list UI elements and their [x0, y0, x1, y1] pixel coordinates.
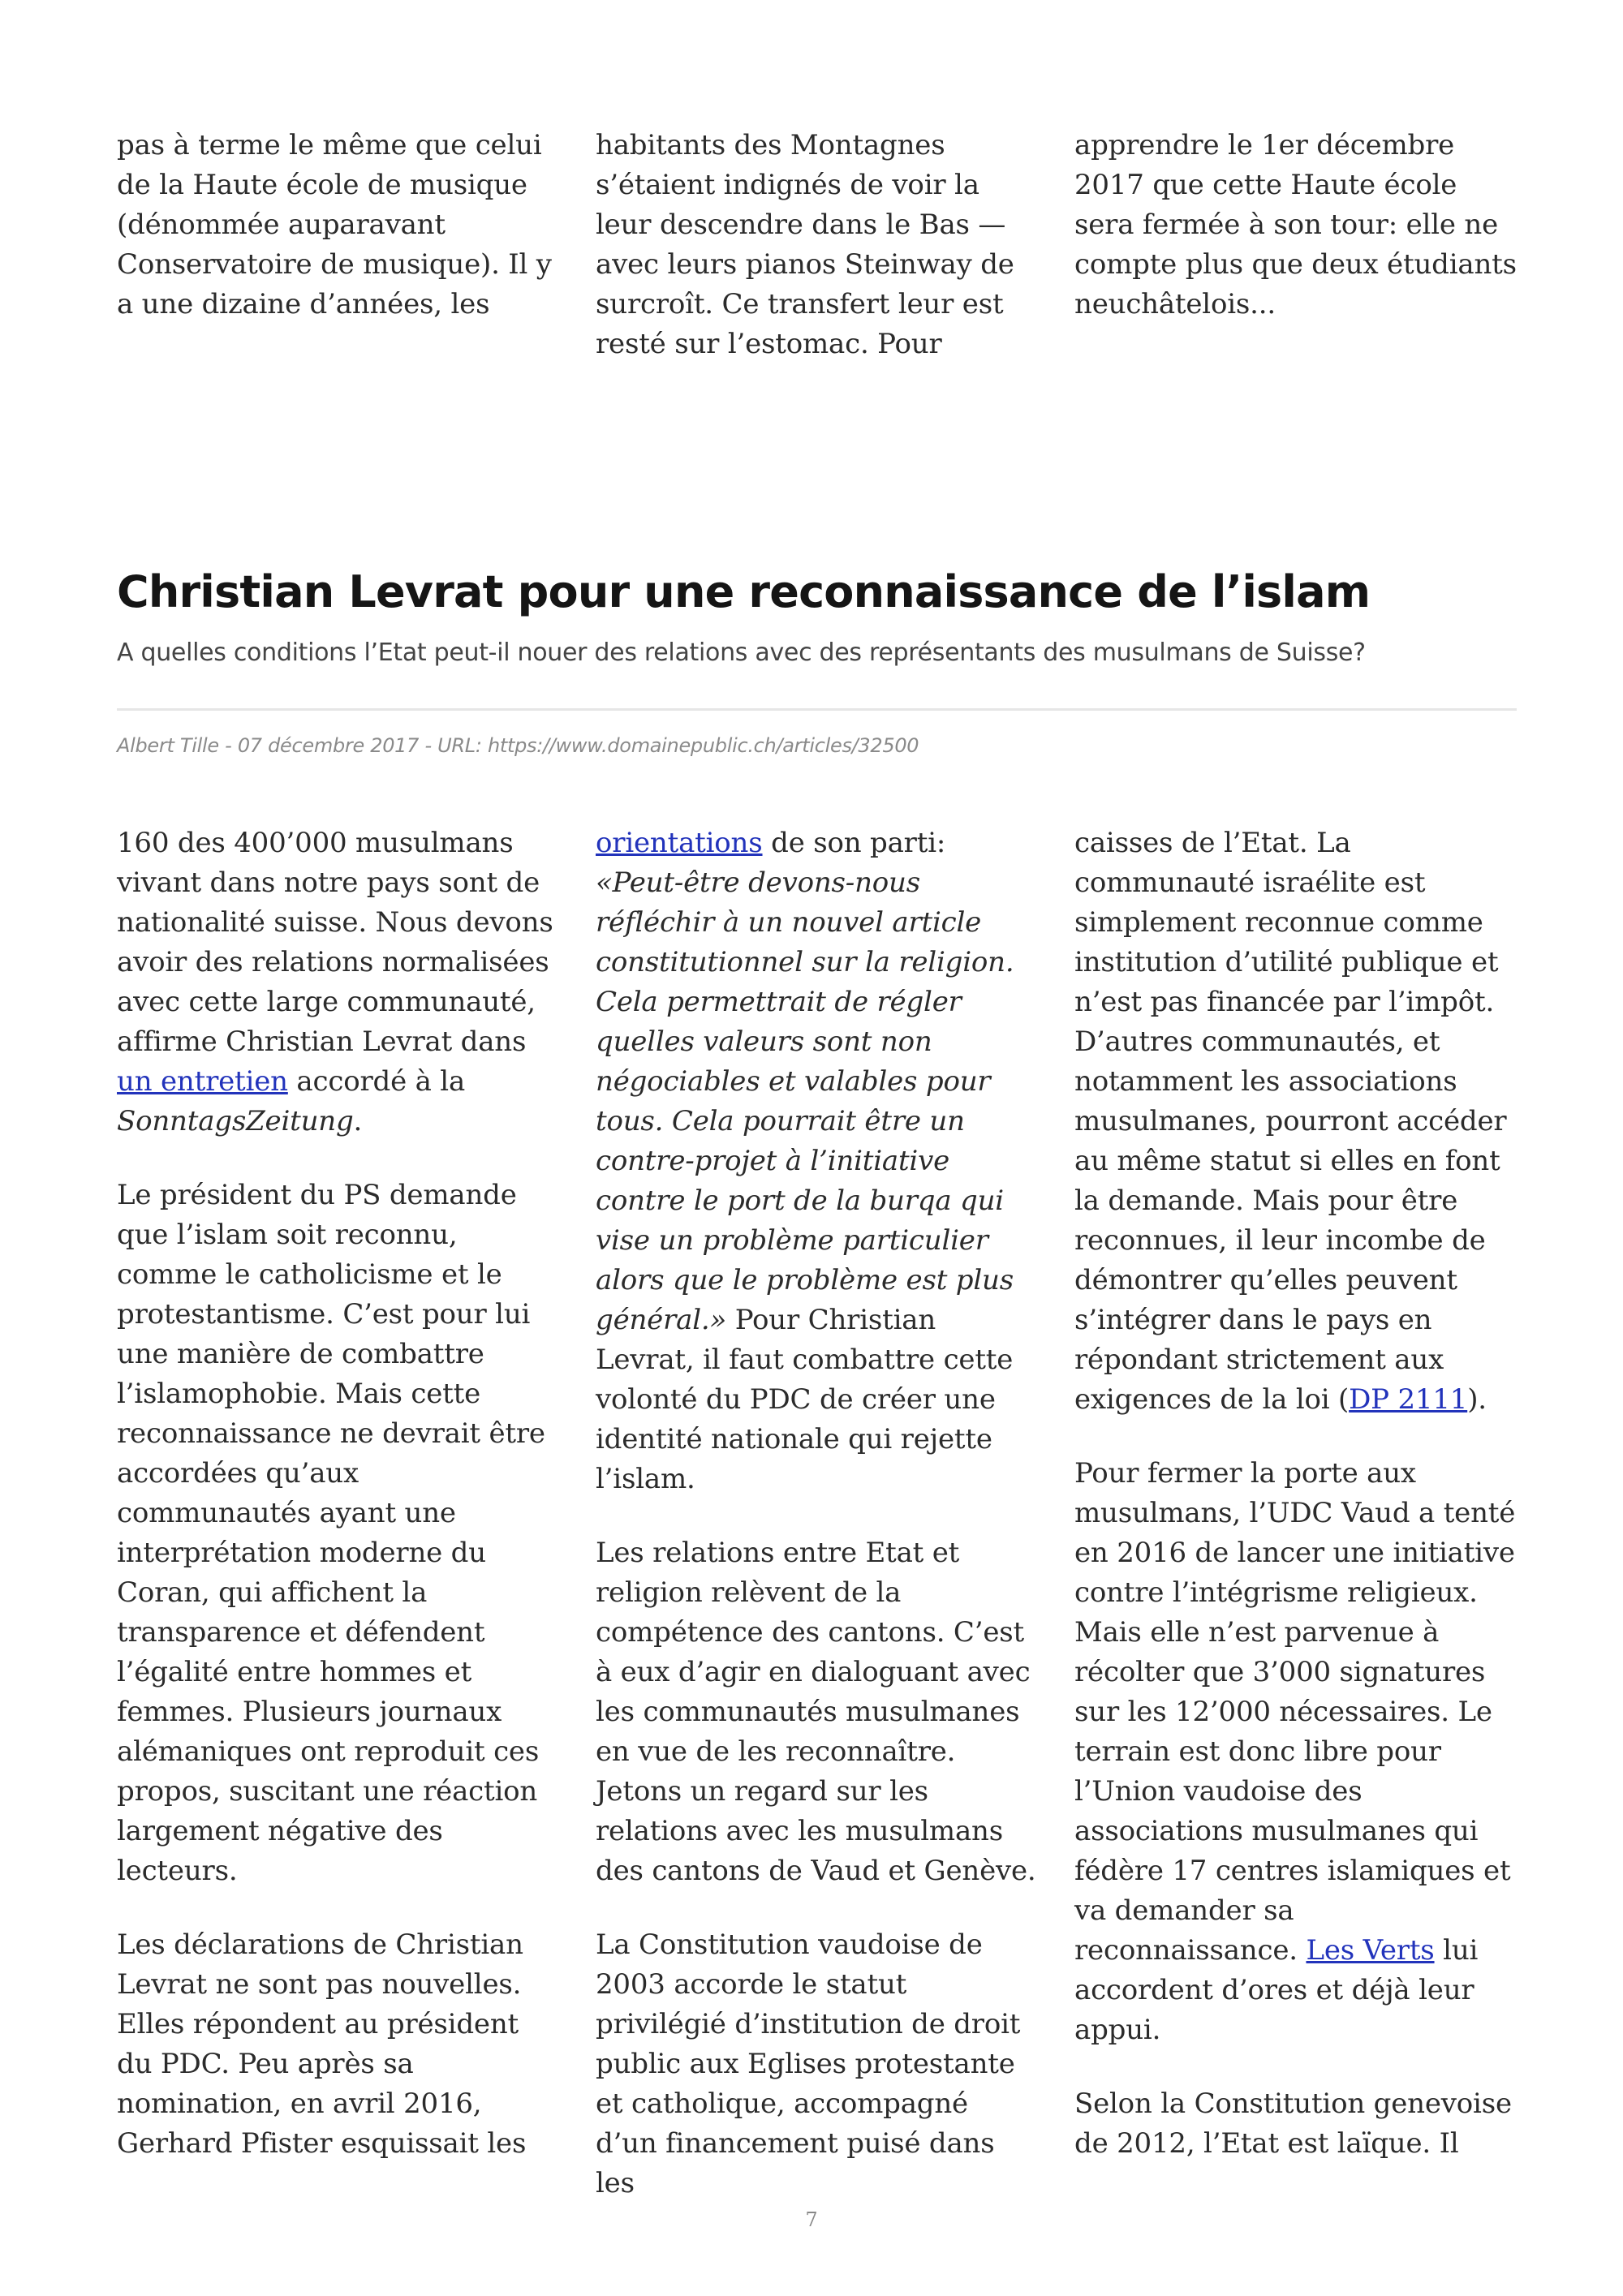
previous-article-continuation — [117, 126, 1517, 369]
column-3 — [1074, 126, 1517, 359]
link-un-entretien[interactable]: un entretien — [117, 1065, 288, 1098]
text: lui accordent d’ores et déjà leur appui. — [1074, 1934, 1479, 2046]
text: de son parti: — [762, 827, 946, 859]
link-orientations[interactable]: orientations — [596, 827, 763, 859]
article-body — [117, 823, 1517, 2199]
text: caisses de l’Etat. La communauté israélite est simplement reconnue comme institution d’utilité publique et n’est pas financée par l’impôt. D’autres communautés, et notamment les associations musulmanes, pourront accéder au même statut si elles en font la demande. Mais pour être reconnues, il leur incombe de démontrer qu’elles peuvent s’intégrer dans le pays en répondant strictement aux exigences de la loi ( — [1074, 827, 1507, 1416]
text: Pour fermer la porte aux musulmans, l’UDC Vaud a tenté en 2016 de lancer une initiative contre l’intégrisme religieux. Mais elle n’est parvenue à récolter que 3’000 signatures sur les 12’000 nécessaires. Le terrain est donc libre pour l’Union vaudoise des associations musulmanes qui fédère 17 centres islamiques et va demander sa reconnaissance. — [1074, 1457, 1516, 1967]
paragraph — [117, 823, 559, 1142]
paragraph: La Constitution vaudoise de 2003 accorde le statut privilégié d’institution de droit public aux Eglises protestante et catholique, accompagné d’un financement puisé dans les — [596, 1928, 1021, 2199]
article-title: Christian Levrat pour une reconnaissance de l’islam — [117, 566, 1371, 617]
text: Pour Christian Levrat, il faut combattre cette volonté du PDC de créer une identité nationale qui rejette l’islam. — [596, 1304, 1014, 1495]
paragraph: pas à terme le même que celui de la Haute école de musique (dénommée auparavant Conservatoire de musique). Il y a une dizaine d’années, les — [117, 129, 552, 320]
quote: «Peut-être devons-nous réfléchir à un nouvel article constitutionnel sur la religion. Cela permettrait de régler quelles valeurs sont non négociables et valables pour tous. Cela pourrait être un contre-projet à l’initiative contre le port de la burqa qui vise un problème particulier alors que le problème est plus général.» — [596, 866, 1014, 1336]
text: 160 des 400’000 musulmans vivant dans notre pays sont de nationalité suisse. Nous devons avoir des relations normalisées avec cette large communauté, affirme Christian Levrat dans — [117, 827, 553, 1058]
paragraph — [1074, 1454, 1517, 2050]
article-subtitle: A quelles conditions l’Etat peut-il nouer des relations avec des représentants des musulmans de Suisse? — [117, 638, 1366, 667]
text: . — [353, 1105, 363, 1137]
column-1 — [117, 126, 559, 359]
link-dp-2111[interactable]: DP 2111 — [1349, 1383, 1468, 1416]
paragraph — [1074, 823, 1517, 1420]
column-1 — [117, 823, 559, 2198]
article-meta: Albert Tille - 07 décembre 2017 - URL: https://www.domainepublic.ch/articles/32500 — [117, 734, 919, 757]
divider — [117, 708, 1517, 711]
text: accordé à la — [287, 1065, 466, 1098]
link-les-verts[interactable]: Les Verts — [1306, 1934, 1435, 1967]
paragraph: habitants des Montagnes s’étaient indignés de voir la leur descendre dans le Bas — avec leurs pianos Steinway de surcroît. Ce transfert leur est resté sur l’estomac. Pour — [596, 129, 1014, 360]
publication-name: SonntagsZeitung — [117, 1105, 354, 1137]
column-2 — [596, 126, 1038, 398]
paragraph: Les relations entre Etat et religion relèvent de la compétence des cantons. C’est à eux d’agir en dialoguant avec les communautés musulmanes en vue de les reconnaître. Jetons un regard sur les relations avec les musulmans des cantons de Vaud et Genève. — [596, 1537, 1036, 1887]
paragraph — [596, 823, 1038, 1499]
paragraph: apprendre le 1er décembre 2017 que cette Haute école sera fermée à son tour: elle ne compte plus que deux étudiants neuchâtelois... — [1074, 129, 1517, 320]
text: ). — [1467, 1383, 1487, 1416]
column-2 — [596, 823, 1038, 2238]
paragraph: Selon la Constitution genevoise de 2012, l’Etat est laïque. Il — [1074, 2087, 1512, 2160]
column-3 — [1074, 823, 1517, 2198]
paragraph: Les déclarations de Christian Levrat ne sont pas nouvelles. Elles répondent au président du PDC. Peu après sa nomination, en avril 2016, Gerhard Pfister esquissait les — [117, 1928, 527, 2160]
page-number: 7 — [805, 2208, 818, 2231]
paragraph: Le président du PS demande que l’islam soit reconnu, comme le catholicisme et le protestantisme. C’est pour lui une manière de combattre l’islamophobie. Mais cette reconnaissance ne devrait être accordées qu’aux communautés ayant une interprétation moderne du Coran, qui affichent la transparence et défendent l’égalité entre hommes et femmes. Plusieurs journaux alémaniques ont reproduit ces propos, suscitant une réaction largement négative des lecteurs. — [117, 1179, 545, 1887]
